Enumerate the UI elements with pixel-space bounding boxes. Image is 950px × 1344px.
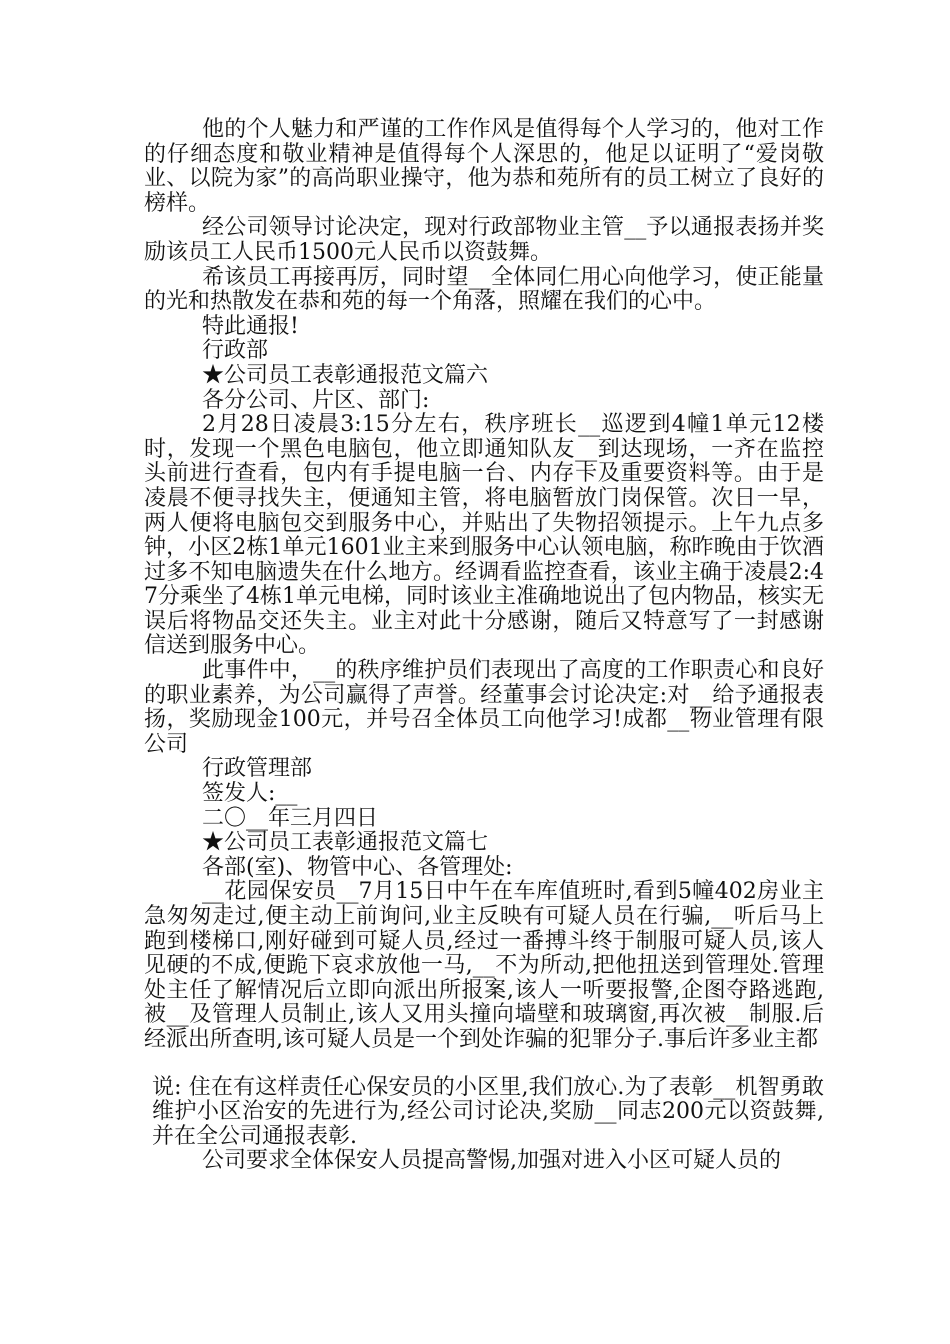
salutation-7: 各部(室)、物管中心、各管理处:: [202, 854, 513, 880]
paragraph-incident-7: __花园保安员__7月15日中午在车库值班时,看到5幢402房业主急匆匆走过,便主动上前询问,业主反映有可疑人员在行骗,__听后马上跑到楼梯口,刚好碰到可疑人员,经过一番搏斗终于制服可疑人员,该人见硬的不成,便跪下哀求放他一马,__不为所动,把他扭送到管理处.管理处主任了解情况后立即向派出所报案,该人一听要报警,企图夺路逃跑,被__及管理人员制止,该人又用头撞向墙壁和玻璃窗,再次被__制服.后经派出所查明,该可疑人员是一个到处诈骗的犯罪分子.事后许多业主都: [144, 879, 824, 1052]
document-page: [144, 118, 824, 1174]
section-heading-6: ★公司员工表彰通报范文篇六: [202, 362, 489, 388]
paragraph-continuation-7: 说: 住在有这样责任心保安员的小区里,我们放心.为了表彰__机智勇敢维护小区治安的先进行为,经公司讨论决,奖励__同志200元以资鼓舞,并在全公司通报表彰.: [152, 1074, 824, 1149]
signature-department: 行政部: [202, 338, 269, 364]
salutation-6: 各分公司、片区、部门:: [202, 387, 430, 413]
section-heading-7: ★公司员工表彰通报范文篇七: [202, 830, 489, 856]
paragraph-decision: 经公司领导讨论决定，现对行政部物业主管__予以通报表扬并奖励该员工人民币1500元人民币以资鼓舞。: [144, 215, 824, 265]
paragraph-award-6: 此事件中，__的秩序维护员们表现出了高度的工作职责心和良好的职业素养，为公司赢得了声誉。经董事会讨论决定:对__给予通报表扬，奖励现金100元，并号召全体员工向他学习!成都__物业管理有限公司: [144, 658, 824, 757]
page-gap: [144, 1053, 824, 1076]
signature-department-6: 行政管理部: [202, 756, 313, 782]
date-line: 二〇__年三月四日: [202, 805, 379, 831]
paragraph-praise: 他的个人魅力和严谨的工作作风是值得每个人学习的，他对工作的仔细态度和敬业精神是值得每个人深思的，他足以证明了“爱岗敬业、以院为家”的高尚职业操守，他为恭和苑所有的员工树立了良好的榜样。: [144, 117, 824, 216]
paragraph-incident-6: 2月28日凌晨3:15分左右，秩序班长__巡逻到4幢1单元12楼时，发现一个黑色电脑包，他立即通知队友__到达现场，一齐在监控头前进行查看，包内有手提电脑一台、内存卡及重要资料等。由于是凌晨不便寻找失主，便通知主管，将电脑暂放门岗保管。次日一早，两人便将电脑包交到服务中心，并贴出了失物招领提示。上午九点多钟，小区2栋1单元1601业主来到服务中心认领电脑，称昨晚由于饮酒过多不知电脑遗失在什么地方。经调看监控查看，该业主确于凌晨2:47分乘坐了4栋1单元电梯，同时该业主准确地说出了包内物品，核实无误后将物品交还失主。业主对此十分感谢，随后又特意写了一封感谢信送到服务中心。: [144, 412, 824, 659]
paragraph-hope: 希该员工再接再厉，同时望__全体同仁用心向他学习，使正能量的光和热散发在恭和苑的每一个角落，照耀在我们的心中。: [144, 264, 824, 315]
closing-text: 特此通报!: [202, 313, 299, 339]
paragraph-requirement-7: 公司要求全体保安人员提高警惕,加强对进入小区可疑人员的: [202, 1148, 781, 1174]
issuer-line: 签发人:__: [202, 781, 298, 807]
